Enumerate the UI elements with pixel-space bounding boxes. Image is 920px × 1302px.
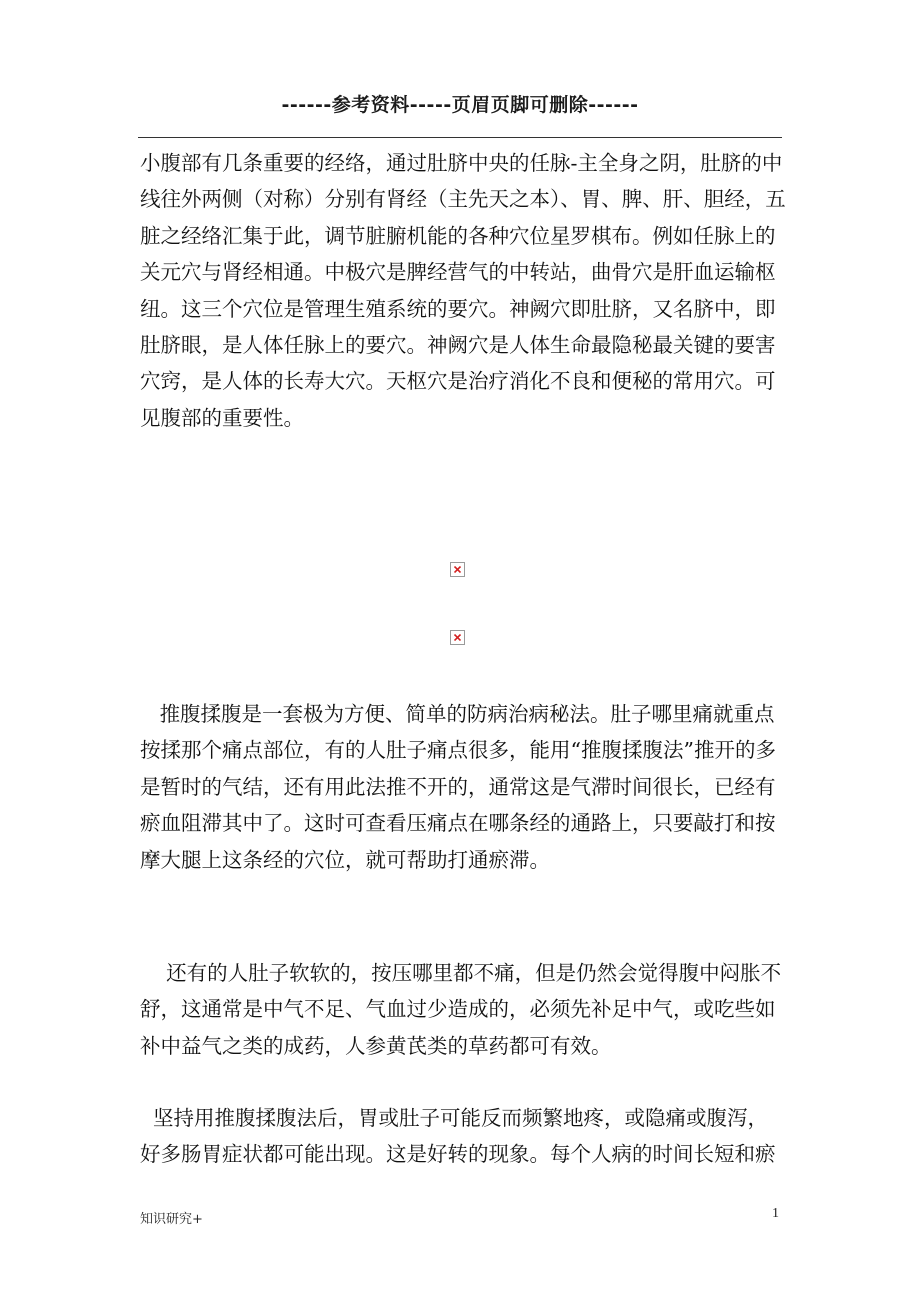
broken-image-icon [450, 630, 465, 645]
page-number: 1 [772, 1206, 779, 1221]
broken-image-x-mark [454, 566, 461, 573]
header-divider [138, 137, 782, 138]
paragraph-3: 还有的人肚子软软的，按压哪里都不痛，但是仍然会觉得腹中闷胀不舒，这通常是中气不足、气血过少造成的，必须先补足中气，或吃些如补中益气之类的成药，人参黄芪类的草药都可有效。 [140, 961, 782, 1058]
paragraph-2: 推腹揉腹是一套极为方便、简单的防病治病秘法。肚子哪里痛就重点按揉那个痛点部位，有的人肚子痛点很多，能用“推腹揉腹法”推开的多是暂时的气结，还有用此法推不开的，通常这是气滞时间很长，已经有瘀血阻滞其中了。这时可查看压痛点在哪条经的通路上，只要敲打和按摩大腿上这条经的穴位，就可帮助打通瘀滞。 [140, 702, 776, 872]
broken-image-icon [450, 562, 465, 577]
paragraph-4: 坚持用推腹揉腹法后，胃或肚子可能反而频繁地疼，或隐痛或腹泻，好多肠胃症状都可能出现。这是好转的现象。每个人病的时间长短和瘀 [140, 1106, 776, 1167]
broken-image-x-mark [454, 634, 461, 641]
footer-text: 知识研究+ [140, 1212, 203, 1227]
page-header: ------参考资料-----页眉页脚可删除------ [281, 94, 639, 116]
paragraph-1: 小腹部有几条重要的经络，通过肚脐中央的任脉-主全身之阴，肚脐的中线往外两侧（对称）分别有肾经（主先天之本）、胃、脾、肝、胆经，五脏之经络汇集于此，调节脏腑机能的各种穴位星罗棋布。例如任脉上的关元穴与肾经相通。中极穴是脾经营气的中转站，曲骨穴是肝血运输枢纽。这三个穴位是管理生殖系统的要穴。神阙穴即肚脐，又名脐中，即肚脐眼，是人体任脉上的要穴。神阙穴是人体生命最隐秘最关键的要害穴窍，是人体的长寿大穴。天枢穴是治疗消化不良和便秘的常用穴。可见腹部的重要性。 [140, 151, 786, 430]
